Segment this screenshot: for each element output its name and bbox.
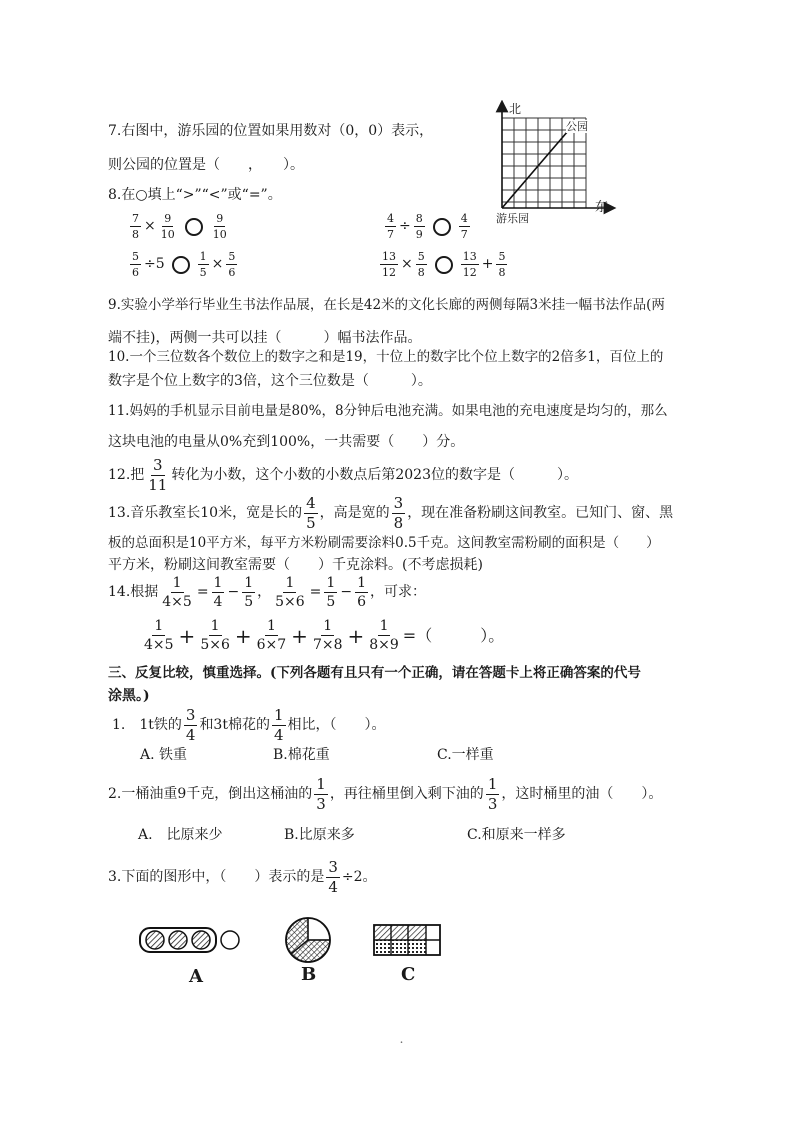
- choice3-question: 3.下面的图形中，（ ）表示的是 $\frac{3}{4}$ ÷2。: [108, 858, 377, 896]
- compare-circle[interactable]: [435, 256, 453, 274]
- sum-term: $\frac{1}{8\times 9}$: [369, 618, 399, 653]
- q8-item-d: $\frac{13}{12}$ × $\frac{5}{8}$ $\frac{13}{12}$ + $\frac{5}{8}$: [382, 250, 506, 279]
- sum-term: $\frac{1}{7\times 8}$: [312, 618, 343, 653]
- q13-line2: 板的总面积是10平方米，每平方米粉刷需要涂料0.5千克。这间教室需粉刷的面积是（ ）: [108, 535, 660, 551]
- choice2-option-a[interactable]: A. 比原来少: [138, 827, 223, 843]
- q13-line3: 平方米，粉刷这间教室需要（ ）千克涂料。(不考虑损耗): [108, 557, 483, 573]
- footer-mark: ˙: [398, 1040, 405, 1056]
- figure-b-pie[interactable]: [283, 915, 333, 965]
- q11-line1: 11.妈妈的手机显示目前电量是80%，8分钟后电池充满。如果电池的充电速度是均匀的，那么: [108, 403, 668, 419]
- figure-a-label: A: [189, 966, 203, 987]
- q8-item-c: $\frac{5}{6}$ ÷5 $\frac{1}{5}$ × $\frac{5}{6}$: [132, 250, 236, 279]
- choice1-option-c[interactable]: C.一样重: [437, 747, 494, 763]
- q8-title: 8.在○填上“>”“<”或“=”。: [108, 187, 282, 203]
- figure-a-circles[interactable]: [138, 920, 258, 960]
- section3-heading-line1: 三、反复比较，慎重选择。(下列各题有且只有一个正确，请在答题卡上将正确答案的代号: [108, 665, 641, 681]
- q14-line1: 14.根据 $\frac{1}{4\times 5}$ = $\frac{1}{4}$ − $\frac{1}{5}$ ， $\frac{1}{5\times 6}$ = $\frac{1}{5}$ − $\frac{1}{6}$ ，可求：: [108, 575, 426, 610]
- compare-circle[interactable]: [433, 218, 451, 236]
- grid-east-label: 东: [595, 200, 609, 215]
- grid-north-label: 北: [509, 102, 522, 116]
- q8-item-b: $\frac{4}{7}$ ÷ $\frac{8}{9}$ $\frac{4}{7}$: [387, 212, 468, 241]
- q13-line1: 13.音乐教室长10米，宽是长的 $\frac{4}{5}$ ，高是宽的 $\frac{3}{8}$ ，现在准备粉刷这间教室。已知门、窗、黑: [108, 494, 674, 532]
- compare-circle[interactable]: [172, 256, 190, 274]
- q9-line1: 9.实验小学举行毕业生书法作品展，在长是42米的文化长廊的两侧每隔3米挂一幅书法作品(两: [108, 297, 665, 313]
- compare-circle[interactable]: [185, 218, 203, 236]
- sum-term: $\frac{1}{4\times 5}$: [144, 618, 174, 653]
- q14-sum: $\frac{1}{4\times 5}$ + $\frac{1}{5\times 6}$ + $\frac{1}{6\times 7}$ + $\frac{1}{7\times 8}$ + $\frac{1}{8\times 9}$ =（ ）。: [144, 618, 505, 653]
- q10-line2: 数字是个位上数字的3倍，这个三位数是（ ）。: [108, 373, 432, 389]
- choice2-question: 2.一桶油重9千克，倒出这桶油的 $\frac{1}{3}$ ，再往桶里倒入剩下油的 $\frac{1}{3}$ ，这时桶里的油（ ）。: [108, 775, 663, 813]
- figure-b-label: B: [301, 964, 317, 985]
- choice2-option-c[interactable]: C.和原来一样多: [467, 827, 566, 843]
- grid-park-label: 公园: [566, 120, 588, 133]
- grid-amusement-label: 游乐园: [496, 212, 529, 225]
- figure-c-rectangle[interactable]: [372, 923, 444, 959]
- choice2-option-b[interactable]: B.比原来多: [284, 827, 355, 843]
- sum-term: $\frac{1}{5\times 6}$: [200, 618, 230, 653]
- q12: 12.把 $\frac{3}{11}$ 转化为小数，这个小数的小数点后第2023位的数字是（ ）。: [108, 456, 578, 494]
- section3-heading-line2: 涂黑。): [108, 688, 150, 704]
- choice1-option-b[interactable]: B.棉花重: [273, 747, 330, 763]
- choice1-option-a[interactable]: A. 铁重: [140, 747, 188, 763]
- q7-line2: 则公园的位置是（ ， ）。: [108, 157, 304, 173]
- q9-line2: 端不挂)，两侧一共可以挂（ ）幅书法作品。: [108, 330, 422, 346]
- sum-term: $\frac{1}{6\times 7}$: [256, 618, 287, 653]
- q11-line2: 这块电池的电量从0%充到100%，一共需要（ ）分。: [108, 434, 465, 450]
- q7-line1: 7.右图中，游乐园的位置如果用数对（0，0）表示，: [108, 123, 434, 139]
- q8-item-a: $\frac{7}{8}$ × $\frac{9}{10}$ $\frac{9}{10}$: [132, 212, 227, 241]
- choice1-question: 1. 1t铁的 $\frac{3}{4}$ 和3t棉花的 $\frac{1}{4}$ 相比，（ ）。: [112, 706, 386, 744]
- figure-c-label: C: [401, 964, 416, 985]
- q10-line1: 10.一个三位数各个数位上的数字之和是19，十位上的数字比个位上数字的2倍多1，百位上的: [108, 349, 664, 365]
